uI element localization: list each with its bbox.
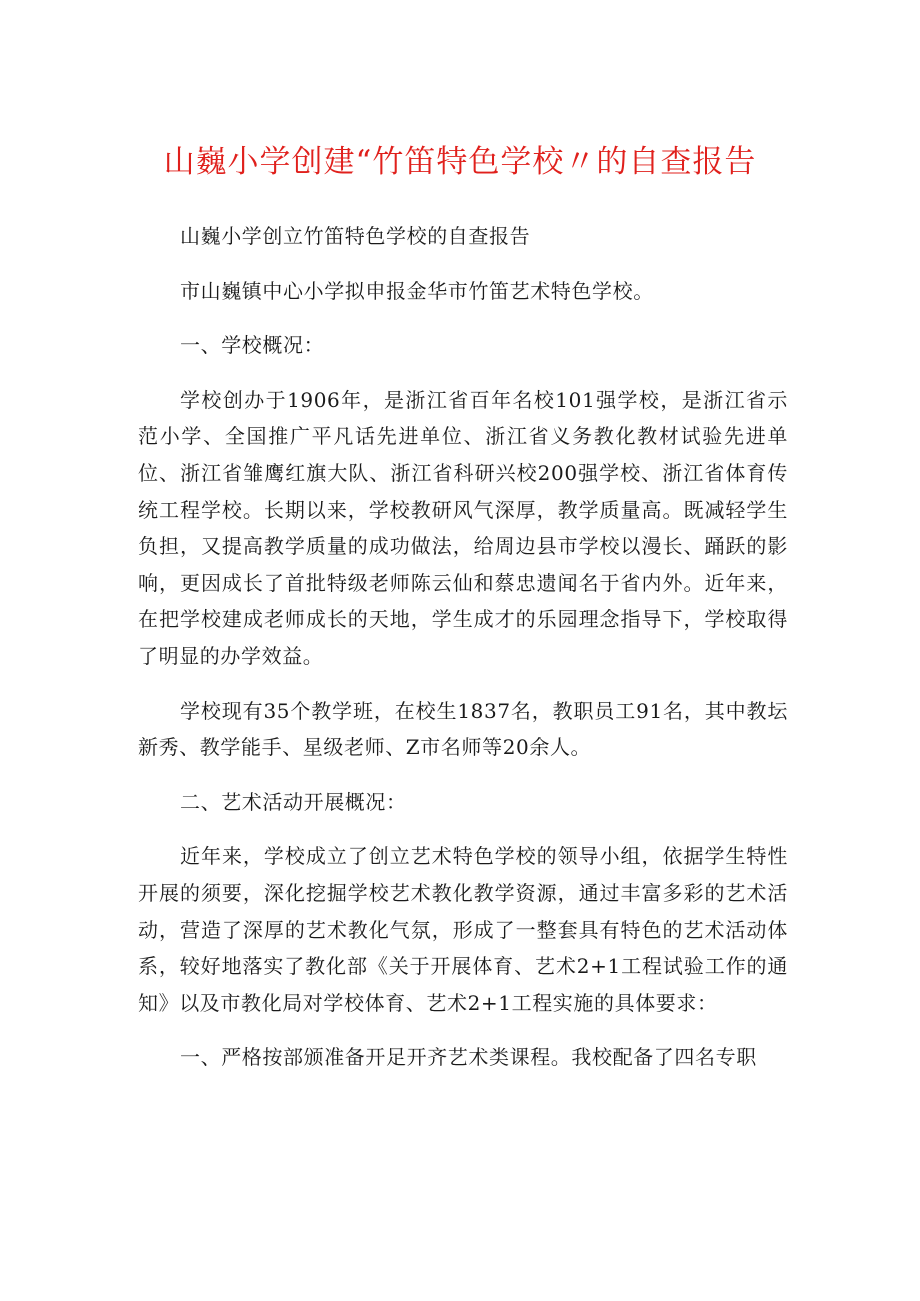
section-heading-art-activities: 二、艺术活动开展概况：: [180, 789, 407, 814]
document-title: 山巍小学创建“竹笛特色学校〃的自查报告: [163, 144, 757, 180]
document-body: [138, 218, 788, 1076]
paragraph-school-history: 学校创办于1906年，是浙江省百年名校101强学校，是浙江省示范小学、全国推广平凡话先进单位、浙江省义务教化教材试验先进单位、浙江省雏鹰红旗大队、浙江省科研兴校200强学校、浙江省体育传统工程学校。长期以来，学校教研风气深厚，教学质量高。既减轻学生负担，又提高教学质量的成功做法，给周边县市学校以漫长、踊跃的影响，更因成长了首批特级老师陈云仙和蔡忠遗闻名于省内外。近年来，在把学校建成老师成长的天地，学生成才的乐园理念指导下，学校取得了明显的办学效益。: [138, 387, 788, 668]
paragraph-school-size: 学校现有35个教学班，在校生1837名，教职员工91名，其中教坛新秀、教学能手、星级老师、Z市名师等20余人。: [138, 698, 788, 760]
paragraph-curriculum: 一、严格按部颁准备开足开齐艺术类课程。我校配备了四名专职: [180, 1045, 757, 1070]
paragraph-art-activities: 近年来，学校成立了创立艺术特色学校的领导小组，依据学生特性开展的须要，深化挖掘学校艺术教化教学资源，通过丰富多彩的艺术活动，营造了深厚的艺术教化气氛，形成了一整套具有特色的艺术活动体系，较好地落实了教化部《关于开展体育、艺术2+1工程试验工作的通知》以及市教化局对学校体育、艺术2+1工程实施的具体要求：: [138, 844, 788, 1015]
paragraph-intro: 市山巍镇中心小学拟申报金华市竹笛艺术特色学校。: [180, 278, 654, 303]
section-heading-school-overview: 一、学校概况：: [180, 333, 325, 358]
paragraph-subtitle: 山巍小学创立竹笛特色学校的自查报告: [180, 224, 531, 248]
